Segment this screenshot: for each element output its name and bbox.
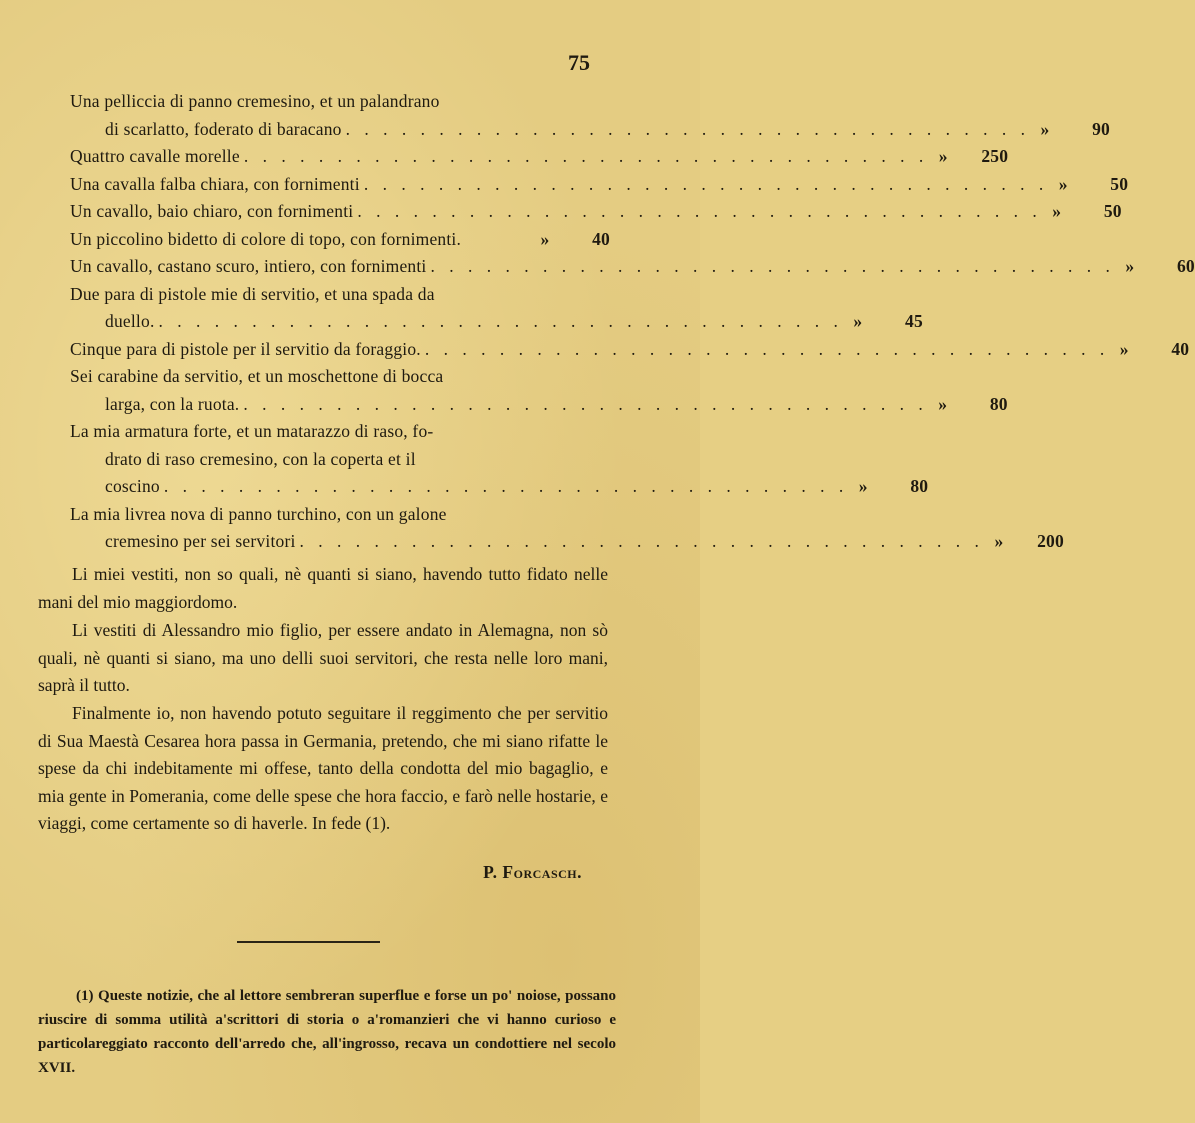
entry-text: Una pelliccia di panno cremesino, et un palandrano [70, 91, 440, 111]
entry-text: Quattro cavalle morelle [70, 146, 240, 166]
entry-price: 60 [1176, 256, 1195, 276]
inventory-entry [70, 143, 1009, 171]
entry-price: 50 [1103, 201, 1122, 221]
leader-dots: . . . . . . . . . . . . . . . . . . . . . . . . . . . . . . . . . . . . . [424, 338, 1110, 359]
entry-text: di scarlatto, foderato di baracano [105, 118, 342, 139]
signature: P. Forcasch. [483, 862, 582, 882]
inventory-entry [70, 281, 923, 336]
currency-mark: » [1058, 173, 1068, 194]
currency-mark: » [1125, 256, 1135, 276]
footnote-divider [237, 941, 380, 943]
inventory-entry [70, 501, 1064, 556]
currency-mark: » [853, 311, 863, 331]
currency-mark: » [858, 476, 868, 496]
inventory-entry [70, 226, 610, 254]
footnote: (1) Queste notizie, che al lettore sembreran superflue e forse un po' noiose, possano riuscire di somma utilità a'scrittori di storia o a'romanzieri che vi hanno curioso e particolareggiato racconto dell'arredo che, all'ingrosso, recava un condottiere nel secolo XVII. [38, 988, 616, 1076]
leader-dots: . . . . . . . . . . . . . . . . . . . . . . . . . . . . . . . . . . . . . [430, 256, 1115, 276]
leader-dots: . . . . . . . . . . . . . . . . . . . . . . . . . . . . . . . . . . . . . [158, 311, 843, 331]
entry-text: drato di raso cremesino, con la coperta et il [105, 448, 416, 469]
entry-price: 40 [1171, 338, 1190, 359]
entry-text: Una cavalla falba chiara, con fornimenti [70, 173, 360, 194]
leader-dots: . . . . . . . . . . . . . . . . . . . . . . . . . . . . . . . . . . . . . [299, 531, 984, 551]
currency-mark: » [1119, 338, 1129, 359]
page-number: 75 [568, 50, 590, 75]
leader-dots: . . . . . . . . . . . . . . . . . . . . . . . . . . . . . . . . . . . . . [357, 201, 1042, 221]
entry-price: 40 [592, 228, 610, 249]
body-paragraph: Li miei vestiti, non so quali, nè quanti si siano, havendo tutto fidato nelle mani del mio maggiordomo. [38, 564, 608, 612]
leader-dots: . . . . . . . . . . . . . . . . . . . . . . . . . . . . . . . . . . . . . [363, 173, 1049, 194]
currency-mark: » [1040, 118, 1050, 139]
leader-dots [461, 226, 530, 254]
entry-text: larga, con la ruota. [105, 393, 240, 414]
entry-text: Due para di pistole mie di servitio, et una spada da [70, 283, 435, 304]
body-paragraph: Li vestiti di Alessandro mio figlio, per essere andato in Alemagna, non sò quali, nè quanti si siano, ma uno delli suoi servitori, che resta nelle loro mani, saprà il tutto. [38, 620, 608, 695]
currency-mark: » [994, 531, 1004, 551]
currency-mark: » [938, 146, 948, 166]
leader-dots: . . . . . . . . . . . . . . . . . . . . . . . . . . . . . . . . . . . . . [243, 393, 928, 414]
inventory-entry [70, 363, 1008, 418]
entry-text: Sei carabine da servitio, et un moschettone di bocca [70, 366, 444, 386]
entry-text: La mia livrea nova di panno turchino, con un galone [70, 503, 447, 524]
inventory-entry [70, 88, 1110, 143]
entry-price: 45 [905, 311, 923, 331]
inventory-list [70, 88, 1195, 556]
entry-text: duello. [105, 311, 155, 331]
entry-price: 80 [910, 476, 929, 496]
entry-text: La mia armatura forte, et un matarazzo di raso, fo- [70, 421, 434, 441]
leader-dots: . . . . . . . . . . . . . . . . . . . . . . . . . . . . . . . . . . . . . [345, 118, 1030, 139]
entry-price: 90 [1092, 118, 1110, 139]
entry-text: Cinque para di pistole per il servitio da foraggio. [70, 338, 421, 359]
currency-mark: » [540, 228, 550, 249]
entry-price: 80 [989, 393, 1008, 414]
entry-price: 50 [1110, 173, 1129, 194]
entry-text: Un cavallo, castano scuro, intiero, con fornimenti [70, 256, 427, 276]
leader-dots: . . . . . . . . . . . . . . . . . . . . . . . . . . . . . . . . . . . . . [163, 476, 849, 496]
currency-mark: » [1052, 201, 1062, 221]
inventory-entry [70, 198, 1122, 226]
entry-price: 250 [981, 146, 1009, 166]
body-paragraph: Finalmente io, non havendo potuto seguitare il reggimento che per servitio di Sua Maestà Cesarea hora passa in Germania, pretendo, che mi siano rifatte le spese da chi indebitamente mi offese, tanto della condotta del mio bagaglio, e mia gente in Pomerania, come delle spese che hora faccio, e farò nelle hostarie, e viaggi, come certamente so di haverle. In fede (1). [38, 703, 608, 833]
entry-text: Un piccolino bidetto di colore di topo, con fornimenti. [70, 228, 462, 249]
entry-text: coscino [105, 476, 160, 496]
inventory-entry [70, 336, 1190, 364]
leader-dots: . . . . . . . . . . . . . . . . . . . . . . . . . . . . . . . . . . . . . [243, 146, 929, 166]
inventory-entry [70, 171, 1129, 199]
currency-mark: » [938, 393, 948, 414]
entry-price: 200 [1037, 531, 1064, 551]
entry-text: Un cavallo, baio chiaro, con fornimenti [70, 201, 354, 221]
inventory-entry [70, 253, 1195, 281]
entry-text: cremesino per sei servitori [105, 531, 296, 551]
inventory-entry [70, 418, 929, 501]
